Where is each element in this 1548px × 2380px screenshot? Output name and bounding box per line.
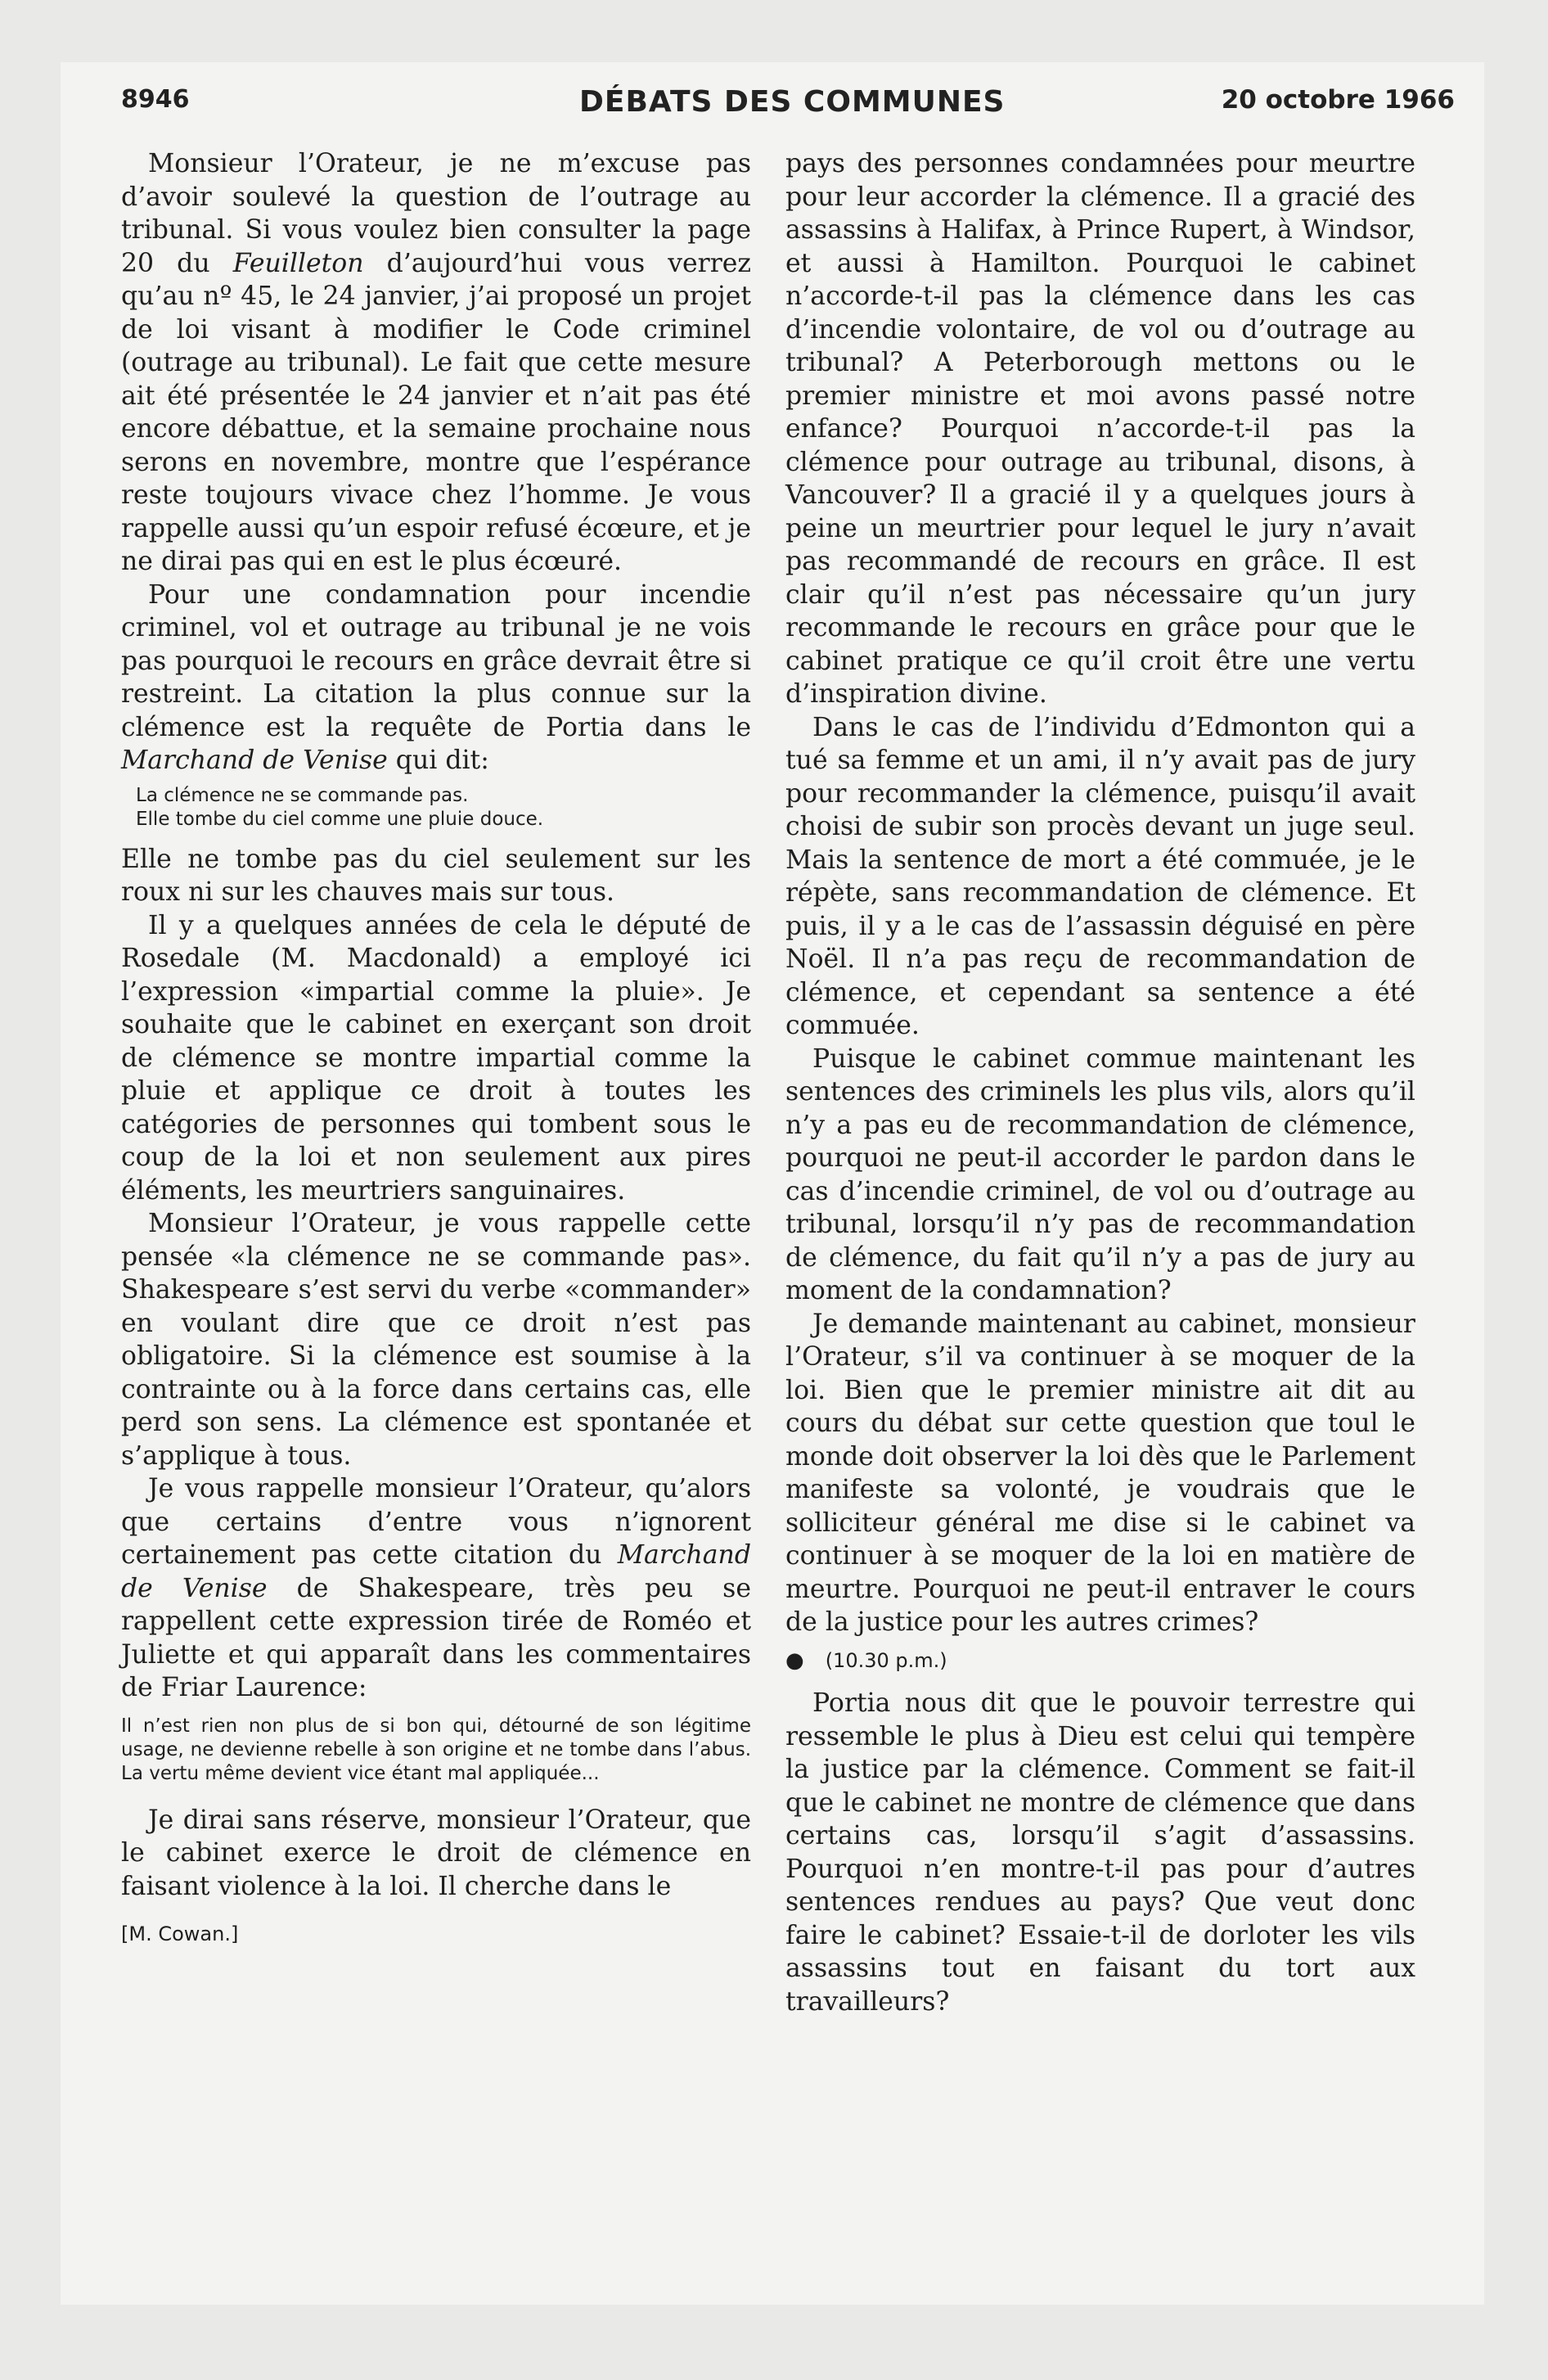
paragraph: Je demande maintenant au cabinet, monsieur l’Orateur, s’il va continuer à se moquer de la loi. Bien que le premier ministre ait dit au cours du débat sur cette question que toul le monde doit observer la loi dès que le Parlement manifeste sa volonté, je voudrais que le solliciteur général me dise si le cabinet va continuer à se moquer de la loi en matière de meurtre. Pourquoi ne peut-il entraver le cours de la justice pour les autres crimes? [785,1309,1415,1637]
paragraph: Monsieur l’Orateur, je vous rappelle cette pensée «la clémence ne se commande pas». Shakespeare s’est servi du verbe «commander» en voulant dire que ce droit n’est pas obligatoire. Si la clémence est soumise à la contrainte ou à la force dans certains cas, elle perd son sens. La clémence est spontanée et s’applique à tous. [121,1209,751,1471]
speaker-attribution: [M. Cowan.] [121,1922,239,1945]
paragraph: pays des personnes condamnées pour meurtre pour leur accorder la clémence. Il a gracié des assassins à Halifax, à Prince Rupert, à Windsor, et aussi à Hamilton. Pourquoi le cabinet n’accorde-t-il pas la clémence dans les cas d’incendie volontaire, de vol ou d’outrage au tribunal? A Peterborough mettons ou le premier ministre et moi avons passé notre enfance? Pourquoi n’accorde-t-il pas la clémence pour outrage au tribunal, disons, à Vancouver? Il a gracié il y a quelques jours à peine un meurtrier pour lequel le jury n’avait pas recommandé de recours en grâce. Il est clair qu’il n’est pas nécessaire qu’un jury recommande le recours en grâce pour que le cabinet pratique ce qu’il croit être une vertu d’inspiration divine. [785,149,1415,709]
block-quote [136,784,751,832]
publication-date: 20 octobre 1966 [1221,85,1455,115]
paragraph: Puisque le cabinet commue maintenant les sentences des criminels les plus vils, alors qu’il n’y a pas eu de recommandation de clémence, pourquoi ne peut-il accorder le pardon dans le cas d’incendie criminel, de vol ou d’outrage au tribunal, lorsqu’il n’y pas de recommandation de clémence, du fait qu’il n’y a pas de jury au moment de la condamnation? [785,1044,1415,1305]
left-column [121,147,751,1951]
page-header [121,85,1455,131]
paragraph: Pour une condamnation pour incendie criminel, vol et outrage au tribunal je ne vois pas pourquoi le recours en grâce devrait être si restreint. La citation la plus connue sur la clémence est la requête de Portia dans le Marchand de Venise qui dit: [121,579,751,775]
block-quote: Il n’est rien non plus de si bon qui, détourné de son légitime usage, ne devienne rebelle à son origine et ne tombe dans l’abus. La vertu même devient vice étant mal appliquée... [121,1715,751,1784]
publication-title: DÉBATS DES COMMUNES [579,85,1006,119]
page-number: 8946 [121,85,190,114]
paragraph: Dans le cas de l’individu d’Edmonton qui a tué sa femme et un ami, il n’y avait pas de jury pour recommander la clémence, puisqu’il avait choisi de subir son procès devant un juge seul. Mais la sentence de mort a été commuée, je le répète, sans recommandation de clémence. Et puis, il y a le cas de l’assassin déguisé en père Noël. Il n’a pas reçu de recommandation de clémence, et cependant sa sentence a été commuée. [785,712,1415,1040]
timestamp [785,1644,1415,1678]
bullet-icon: ● [785,1648,804,1673]
quote-line: Elle tombe du ciel comme une pluie douce. [136,808,544,830]
paragraph: Je vous rappelle monsieur l’Orateur, qu’alors que certains d’entre vous n’ignorent certainement pas cette citation du Marchand de Venise de Shakespeare, très peu se rappellent cette expression tirée de Roméo et Juliette et qui apparaît dans les commentaires de Friar Laurence: [121,1474,751,1702]
paragraph: Monsieur l’Orateur, je ne m’excuse pas d’avoir soulevé la question de l’outrage au tribunal. Si vous voulez bien consulter la page 20 du Feuilleton d’aujourd’hui vous verrez qu’au nº 45, le 24 janvier, j’ai proposé un projet de loi visant à modifier le Code criminel (outrage au tribunal). Le fait que cette mesure ait été présentée le 24 janvier et n’ait pas été encore débattue, et la semaine prochaine nous serons en novembre, montre que l’espérance reste toujours vivace chez l’homme. Je vous rappelle aussi qu’un espoir refusé écœure, et je ne dirai pas qui en est le plus écœuré. [121,149,751,576]
paragraph: Je dirai sans réserve, monsieur l’Orateur, que le cabinet exerce le droit de clémence en faisant violence à la loi. Il cherche dans le [121,1805,751,1901]
paragraph: Il y a quelques années de cela le député de Rosedale (M. Macdonald) a employé ici l’expression «impartial comme la pluie». Je souhaite que le cabinet en exerçant son droit de clémence se montre impartial comme la pluie et applique ce droit à toutes les catégories de personnes qui tombent sous le coup de la loi et non seulement aux pires éléments, les meurtriers sanguinaires. [121,910,751,1206]
right-column [785,147,1415,2018]
quote-line: La clémence ne se commande pas. [136,784,469,806]
timestamp-text: (10.30 p.m.) [825,1648,947,1672]
paragraph: Elle ne tombe pas du ciel seulement sur les roux ni sur les chauves mais sur tous. [121,844,751,907]
paragraph: Portia nous dit que le pouvoir terrestre qui ressemble le plus à Dieu est celui qui tempère la justice par la clémence. Comment se fait-il que le cabinet ne montre de clémence que dans certains cas, lorsqu’il s’agit d’assassins. Pourquoi n’en montre-t-il pas pour d’autres sentences rendues au pays? Que veut donc faire le cabinet? Essaie-t-il de dorloter les vils assassins tout en faisant du tort aux travailleurs? [785,1688,1415,2017]
